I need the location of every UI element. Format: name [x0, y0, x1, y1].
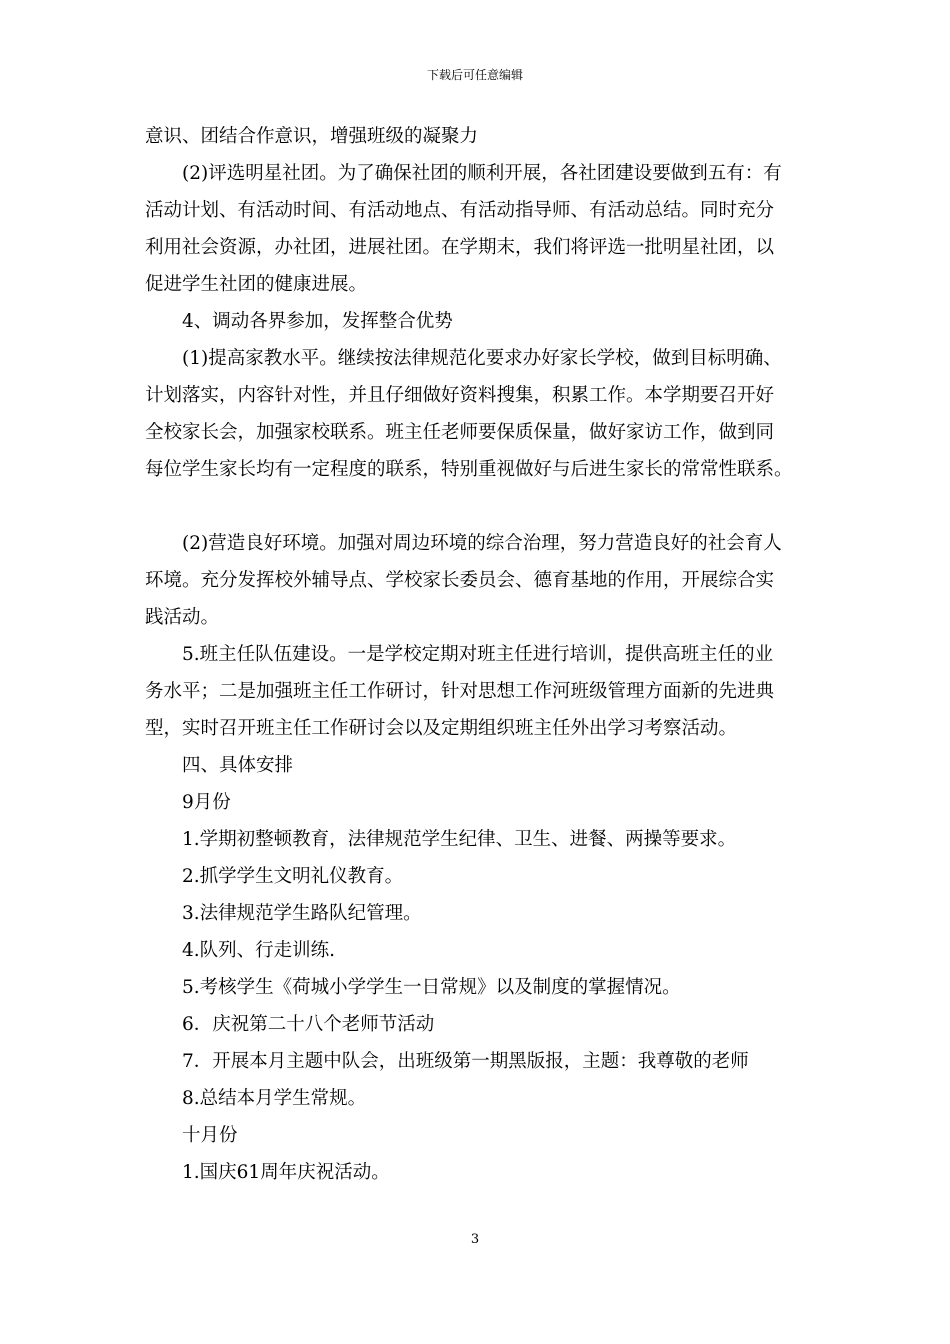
list-item: 1.国庆61周年庆祝活动。 — [182, 1162, 390, 1183]
list-item: 6．庆祝第二十八个老师节活动 — [182, 1014, 435, 1035]
paragraph-line: 5.班主任队伍建设。一是学校定期对班主任进行培训，提供高班主任的业 — [182, 644, 774, 665]
paragraph-line: 环境。充分发挥校外辅导点、学校家长委员会、德育基地的作用，开展综合实 — [145, 570, 775, 591]
paragraph-line: (1)提高家教水平。继续按法律规范化要求办好家长学校，做到目标明确、 — [182, 348, 782, 369]
paragraph-gap — [145, 488, 825, 525]
paragraph-line: 践活动。 — [145, 607, 220, 628]
list-item: 7．开展本月主题中队会，出班级第一期黑版报，主题：我尊敬的老师 — [182, 1051, 749, 1072]
month-heading: 9月份 — [182, 792, 231, 813]
list-item: 4.队列、行走训练. — [182, 940, 336, 961]
document-body — [145, 118, 825, 1191]
paragraph-line: 意识、团结合作意识，增强班级的凝聚力 — [145, 126, 479, 147]
paragraph-line: (2)营造良好环境。加强对周边环境的综合治理，努力营造良好的社会育人 — [182, 533, 782, 554]
section-heading: 四、具体安排 — [182, 755, 294, 776]
page-header: 下载后可任意编辑 — [426, 68, 523, 82]
paragraph-line: 利用社会资源，办社团，进展社团。在学期末，我们将评选一批明星社团，以 — [145, 237, 775, 258]
paragraph-line: 型，实时召开班主任工作研讨会以及定期组织班主任外出学习考察活动。 — [145, 718, 738, 739]
paragraph-line: 活动计划、有活动时间、有活动地点、有活动指导师、有活动总结。同时充分 — [145, 200, 775, 221]
paragraph-line: 全校家长会，加强家校联系。班主任老师要保质保量，做好家访工作，做到同 — [145, 422, 775, 443]
paragraph-line: 务水平；二是加强班主任工作研讨，针对思想工作河班级管理方面新的先进典 — [145, 681, 775, 702]
list-item: 3.法律规范学生路队纪管理。 — [182, 903, 422, 924]
list-item: 1.学期初整顿教育，法律规范学生纪律、卫生、进餐、两操等要求。 — [182, 829, 737, 850]
list-item: 5.考核学生《荷城小学学生一日常规》以及制度的掌握情况。 — [182, 977, 681, 998]
paragraph-line: 促进学生社团的健康进展。 — [145, 274, 368, 295]
list-item: 8.总结本月学生常规。 — [182, 1088, 367, 1109]
paragraph-line: 每位学生家长均有一定程度的联系，特别重视做好与后进生家长的常常性联系。 — [145, 459, 793, 480]
list-item: 2.抓学学生文明礼仪教育。 — [182, 866, 404, 887]
page-number: 3 — [470, 1232, 480, 1247]
section-heading: 4、调动各界参加，发挥整合优势 — [182, 311, 453, 332]
paragraph-line: (2)评选明星社团。为了确保社团的顺利开展，各社团建设要做到五有：有 — [182, 163, 782, 184]
paragraph-line: 计划落实，内容针对性，并且仔细做好资料搜集，积累工作。本学期要召开好 — [145, 385, 775, 406]
month-heading: 十月份 — [182, 1125, 238, 1146]
